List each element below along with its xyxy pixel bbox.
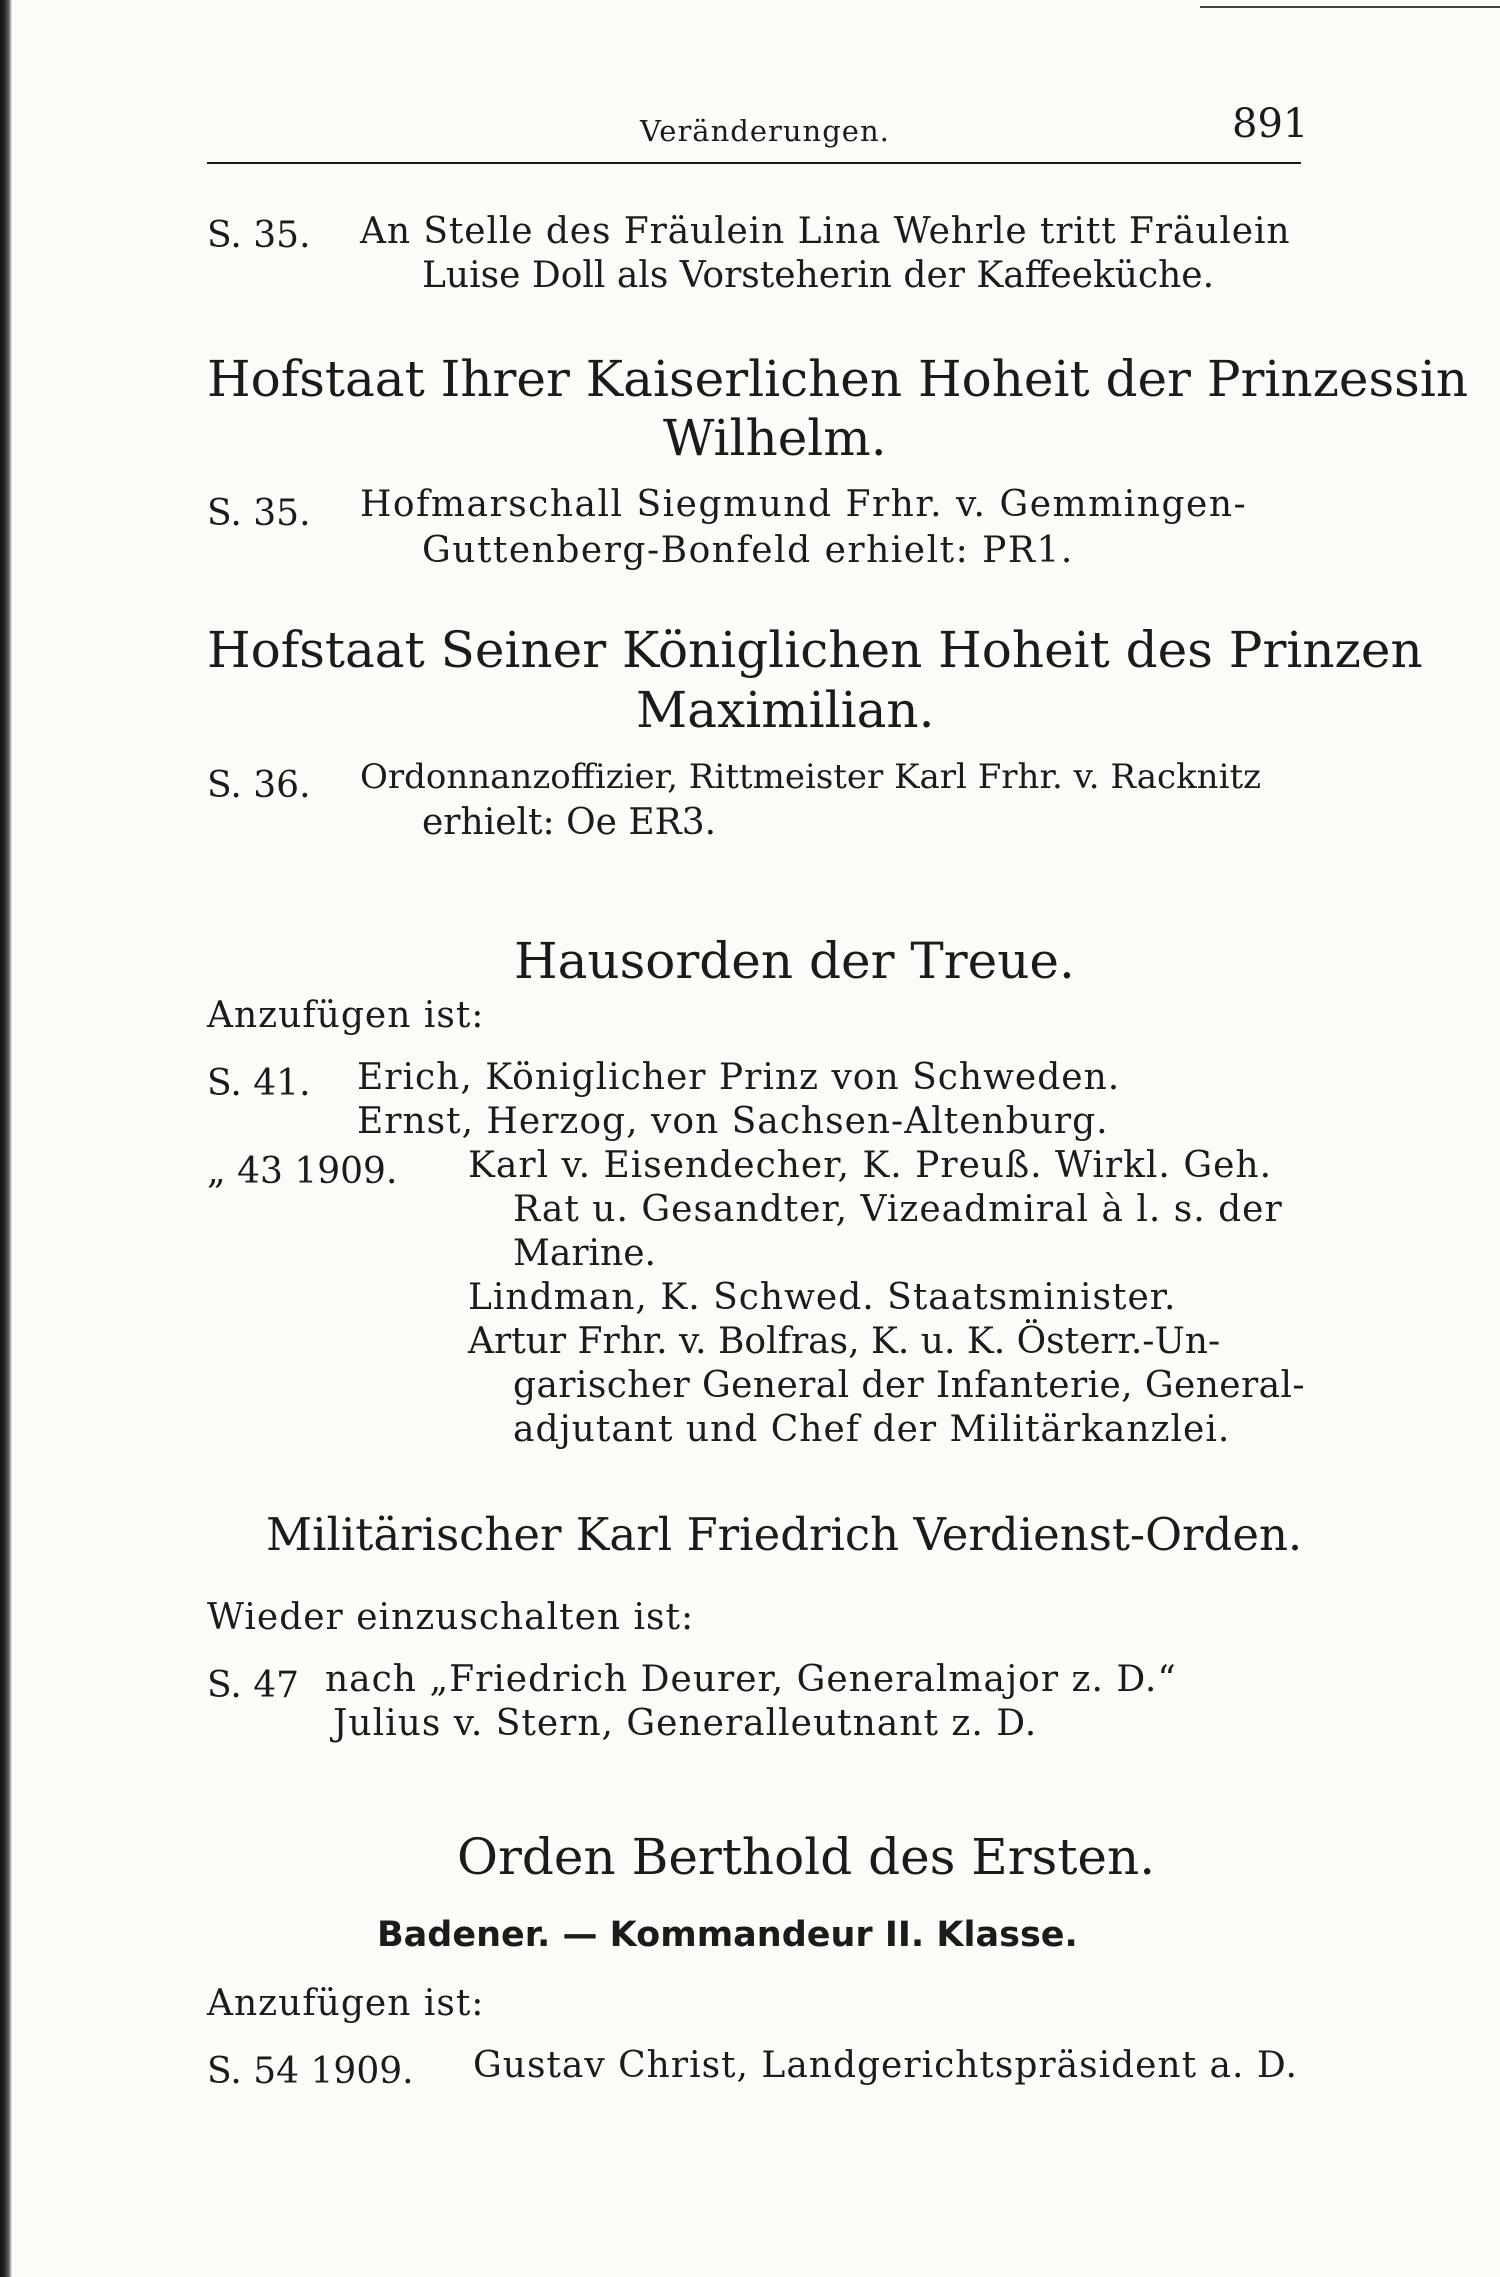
section-heading: Orden Berthold des Ersten. [457, 1828, 1156, 1886]
section-heading: Hofstaat Ihrer Kaiserlichen Hoheit der Prinzessin [207, 350, 1469, 408]
page-number: 891 [1232, 101, 1309, 147]
entry-ref: S. 47 [207, 1665, 300, 1706]
entry-text: erhielt: Oe ER3. [422, 802, 717, 843]
scan-edge-line [1200, 6, 1500, 8]
entry-text: Ordonnanzoffizier, Rittmeister Karl Frhr. v. Racknitz [360, 757, 1262, 797]
section-heading: Militärischer Karl Friedrich Verdienst-Orden. [266, 1508, 1303, 1561]
entry-text: Hofmarschall Siegmund Frhr. v. Gemmingen- [360, 484, 1248, 525]
entry-text: Artur Frhr. v. Bolfras, K. u. K. Österr.-Un- [468, 1321, 1221, 1362]
entry-text: An Stelle des Fräulein Lina Wehrle tritt Fräulein [360, 211, 1291, 252]
entry-ref: S. 35. [207, 493, 311, 534]
entry-text: Gustav Christ, Landgerichtspräsident a. D. [473, 2045, 1298, 2086]
section-heading: Wilhelm. [663, 409, 887, 467]
entry-ref: „ 43 1909. [207, 1151, 398, 1192]
entry-text: Rat u. Gesandter, Vizeadmiral à l. s. der [513, 1189, 1283, 1230]
entry-text: garischer General der Infanterie, General- [513, 1365, 1305, 1406]
entry-text: Guttenberg-Bonfeld erhielt: PR1. [422, 530, 1074, 571]
section-intro: Anzufügen ist: [207, 995, 485, 1036]
entry-ref: S. 35. [207, 215, 311, 256]
entry-text: adjutant und Chef der Militärkanzlei. [513, 1409, 1231, 1450]
section-heading: Hausorden der Treue. [514, 932, 1075, 990]
entry-text: Lindman, K. Schwed. Staatsminister. [468, 1277, 1177, 1318]
entry-text: Ernst, Herzog, von Sachsen-Altenburg. [357, 1101, 1109, 1142]
entry-ref: S. 41. [207, 1063, 311, 1104]
section-intro: Wieder einzuschalten ist: [207, 1597, 695, 1638]
entry-text: Marine. [513, 1233, 656, 1274]
section-intro: Anzufügen ist: [207, 1983, 485, 2024]
entry-ref: S. 54 1909. [207, 2051, 414, 2092]
running-head: Veränderungen. [640, 114, 890, 148]
header-rule [207, 162, 1301, 164]
entry-ref: S. 36. [207, 765, 311, 806]
section-subheading: Badener. — Kommandeur II. Klasse. [377, 1915, 1078, 1955]
book-binding-edge [0, 0, 12, 2277]
entry-text: Luise Doll als Vorsteherin der Kaffeeküche. [422, 255, 1215, 296]
entry-text: Karl v. Eisendecher, K. Preuß. Wirkl. Geh. [468, 1145, 1273, 1186]
section-heading: Maximilian. [636, 681, 935, 739]
entry-text: nach „Friedrich Deurer, Generalmajor z. D.“ [325, 1659, 1177, 1700]
section-heading: Hofstaat Seiner Königlichen Hoheit des Prinzen [207, 621, 1423, 679]
entry-text: Erich, Königlicher Prinz von Schweden. [357, 1057, 1121, 1098]
entry-text: Julius v. Stern, Generalleutnant z. D. [333, 1703, 1038, 1744]
